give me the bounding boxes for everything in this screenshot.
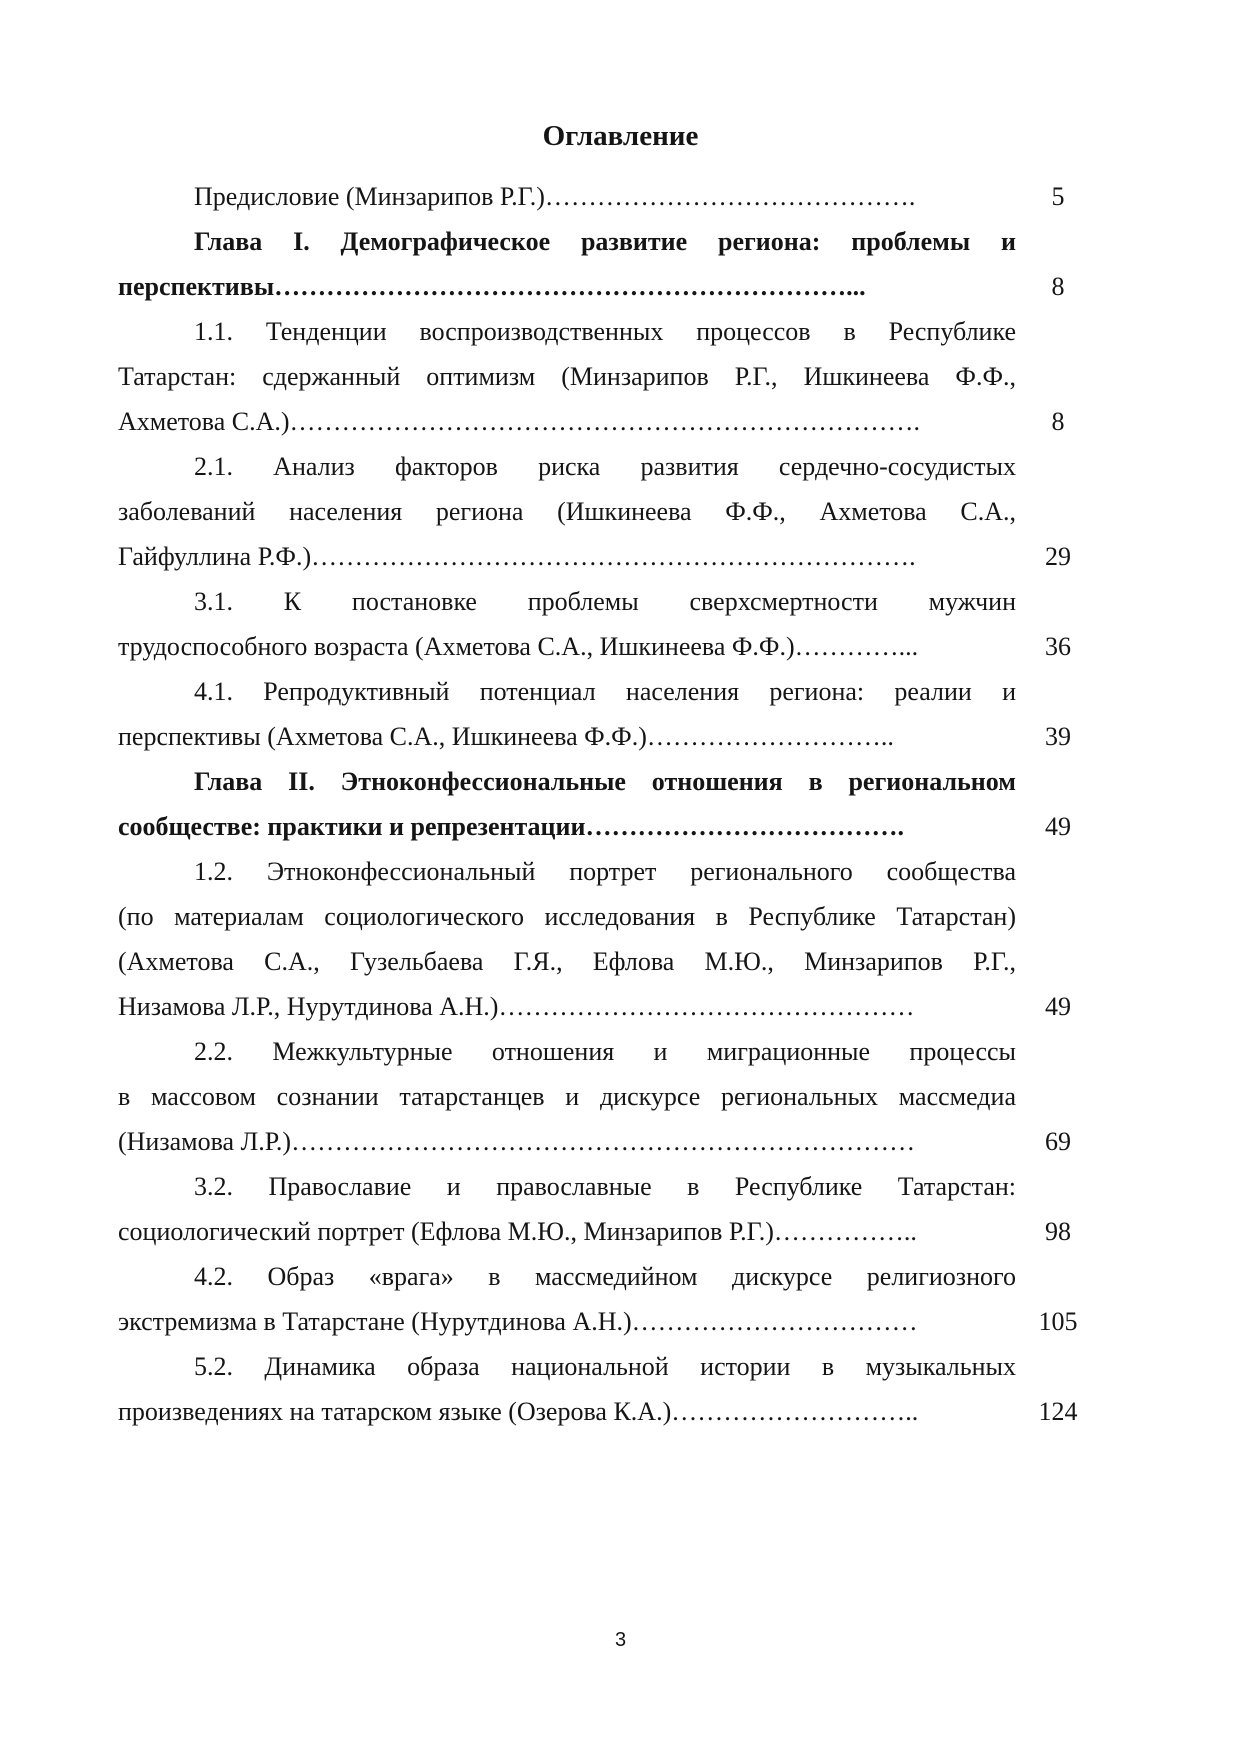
toc-page-number: 39 bbox=[1045, 722, 1071, 751]
toc-page-number: 5 bbox=[1051, 182, 1065, 211]
toc-entry-cont: заболеваний населения региона (Ишкинеева Ф.Ф., Ахметова С.А., bbox=[118, 497, 1016, 526]
toc-page-number: 69 bbox=[1045, 1127, 1071, 1156]
toc-entry: 2.1. Анализ факторов риска развития сердечно-сосудистых bbox=[194, 452, 1016, 481]
toc-page-number: 8 bbox=[1051, 272, 1065, 301]
toc-entry: 2.2. Межкультурные отношения и миграционные процессы bbox=[194, 1037, 1016, 1066]
toc-entry-cont: произведениях на татарском языке (Озерова К.А.)……………………….. bbox=[118, 1397, 919, 1426]
toc-page-number: 49 bbox=[1045, 812, 1071, 841]
toc-entry: 1.2. Этноконфессиональный портрет регионального сообщества bbox=[194, 857, 1016, 886]
toc-page-number: 98 bbox=[1045, 1217, 1071, 1246]
toc-entry: 4.2. Образ «врага» в массмедийном дискурсе религиозного bbox=[194, 1262, 1016, 1291]
toc-entry: 3.1. К постановке проблемы сверхсмертности мужчин bbox=[194, 587, 1016, 616]
toc-page-number: 49 bbox=[1045, 992, 1071, 1021]
toc-entry-cont: (по материалам социологического исследования в Республике Татарстан) bbox=[118, 902, 1016, 931]
page-footer-number: 3 bbox=[614, 1629, 627, 1651]
toc-entry-preface: Предисловие (Минзарипов Р.Г.)……………………………………. bbox=[194, 182, 916, 211]
toc-page-number: 36 bbox=[1045, 632, 1071, 661]
toc-entry: 5.2. Динамика образа национальной истории в музыкальных bbox=[194, 1352, 1016, 1381]
toc-page-number: 29 bbox=[1045, 542, 1071, 571]
toc-entry: 1.1. Тенденции воспроизводственных процессов в Республике bbox=[194, 317, 1016, 346]
toc-page-number: 124 bbox=[1038, 1397, 1078, 1426]
toc-title: Оглавление bbox=[542, 120, 699, 152]
toc-entry-cont: перспективы (Ахметова С.А., Ишкинеева Ф.Ф.)……………………….. bbox=[118, 722, 894, 751]
toc-entry-cont: (Ахметова С.А., Гузельбаева Г.Я., Ефлова М.Ю., Минзарипов Р.Г., bbox=[118, 947, 1016, 976]
toc-page-number: 8 bbox=[1051, 407, 1065, 436]
toc-chapter-2-heading: Глава II. Этноконфессиональные отношения в региональном bbox=[194, 767, 1016, 796]
toc-entry-cont: Гайфуллина Р.Ф.)……………………………………………………………. bbox=[118, 542, 916, 571]
toc-page-number: 105 bbox=[1038, 1307, 1078, 1336]
toc-chapter-2-heading-cont: сообществе: практики и репрезентации………………………………. bbox=[118, 812, 904, 841]
toc-entry-cont: Татарстан: сдержанный оптимизм (Минзарипов Р.Г., Ишкинеева Ф.Ф., bbox=[118, 362, 1016, 391]
toc-entry-cont: Низамова Л.Р., Нурутдинова А.Н.)………………………………………… bbox=[118, 992, 915, 1021]
toc-entry: 4.1. Репродуктивный потенциал населения региона: реалии и bbox=[194, 677, 1016, 706]
toc-entry-cont: трудоспособного возраста (Ахметова С.А., Ишкинеева Ф.Ф.)…………... bbox=[118, 632, 919, 661]
toc-entry-cont: экстремизма в Татарстане (Нурутдинова А.Н.)…………………………… bbox=[118, 1307, 918, 1336]
toc-entry: 3.2. Православие и православные в Республике Татарстан: bbox=[194, 1172, 1016, 1201]
toc-chapter-1-heading: Глава I. Демографическое развитие региона: проблемы и bbox=[194, 227, 1016, 256]
toc-entry-cont: социологический портрет (Ефлова М.Ю., Минзарипов Р.Г.)…………….. bbox=[118, 1217, 917, 1246]
toc-entry-cont: Ахметова С.А.)………………………………………………………………. bbox=[118, 407, 921, 436]
toc-entry-cont: (Низамова Л.Р.)……………………………………………………………… bbox=[118, 1127, 916, 1156]
toc-chapter-1-heading-cont: перспективы…………………………………………………………... bbox=[118, 272, 866, 301]
toc-entry-cont: в массовом сознании татарстанцев и дискурсе региональных массмедиа bbox=[118, 1082, 1016, 1111]
